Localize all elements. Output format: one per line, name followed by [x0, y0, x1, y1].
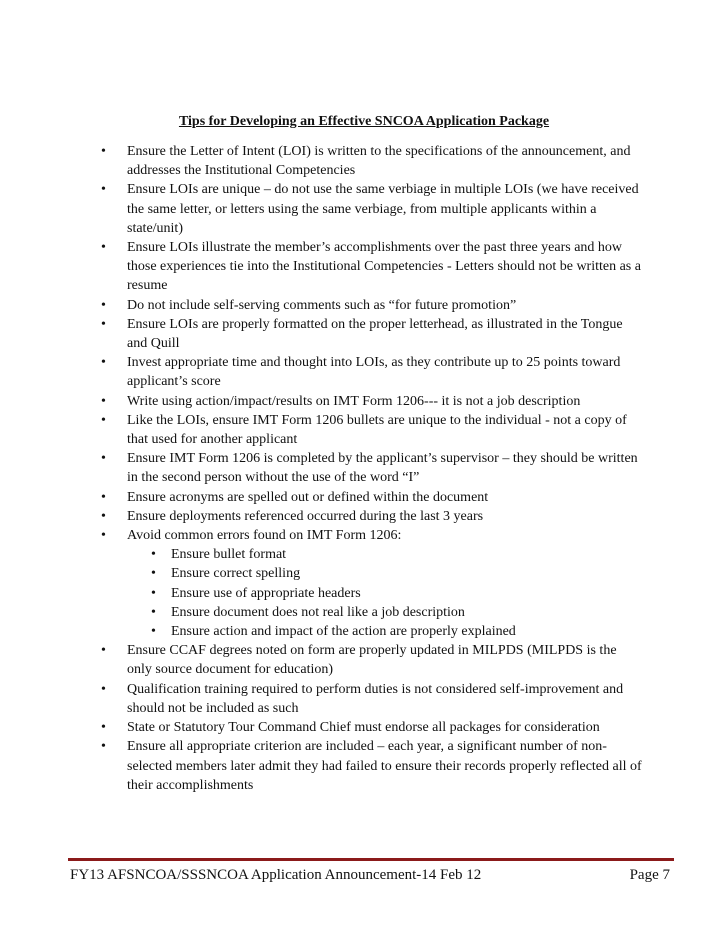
list-item: • Ensure deployments referenced occurred during the last 3 years: [0, 507, 728, 526]
list-item: • Ensure LOIs illustrate the member’s accomplishments over the past three years and how those experiences tie into the Institutional Competencies - Letters should not be written as a resume: [0, 238, 728, 296]
list-item: • Ensure CCAF degrees noted on form are properly updated in MILPDS (MILPDS is the only source document for education): [0, 641, 728, 679]
list-item: • Qualification training required to perform duties is not considered self-improvement and should not be included as such: [0, 680, 728, 718]
tips-list: [0, 142, 728, 795]
sub-list-item: • Ensure correct spelling: [0, 564, 644, 583]
list-item: • Ensure all appropriate criterion are included – each year, a significant number of non-selected members later admit they had failed to ensure their records properly reflected all of their accomplishments: [0, 737, 728, 795]
list-item: • Ensure LOIs are properly formatted on the proper letterhead, as illustrated in the Tongue and Quill: [0, 315, 728, 353]
page-number: Page 7: [629, 867, 670, 883]
footer-rule: [68, 858, 674, 861]
list-item: • State or Statutory Tour Command Chief must endorse all packages for consideration: [0, 718, 728, 737]
list-item: • Do not include self-serving comments such as “for future promotion”: [0, 296, 728, 315]
list-item: • Ensure IMT Form 1206 is completed by the applicant’s supervisor – they should be written in the second person without the use of the word “I”: [0, 449, 728, 487]
list-item: • Ensure LOIs are unique – do not use the same verbiage in multiple LOIs (we have received the same letter, or letters using the same verbiage, from multiple applicants within a state/unit): [0, 180, 728, 238]
list-item: • Ensure acronyms are spelled out or defined within the document: [0, 488, 728, 507]
sub-list-item: • Ensure use of appropriate headers: [0, 584, 644, 603]
list-item: • Invest appropriate time and thought into LOIs, as they contribute up to 25 points toward applicant’s score: [0, 353, 728, 391]
list-item-label: Avoid common errors found on IMT Form 1206:: [127, 528, 402, 544]
document-title: Tips for Developing an Effective SNCOA Application Package: [178, 114, 550, 129]
sub-list-item: • Ensure bullet format: [0, 545, 644, 564]
list-item: • Write using action/impact/results on IMT Form 1206--- it is not a job description: [0, 392, 728, 411]
list-item-common-errors: [0, 526, 728, 641]
footer-document-title: FY13 AFSNCOA/SSSNCOA Application Announcement-14 Feb 12: [70, 867, 482, 883]
sub-list-item: • Ensure action and impact of the action are properly explained: [0, 622, 644, 641]
sub-list-item: • Ensure document does not real like a job description: [0, 603, 644, 622]
list-item: • Ensure the Letter of Intent (LOI) is written to the specifications of the announcement, and addresses the Institutional Competencies: [0, 142, 728, 180]
common-errors-sublist: [127, 545, 644, 641]
list-item: • Like the LOIs, ensure IMT Form 1206 bullets are unique to the individual - not a copy of that used for another applicant: [0, 411, 728, 449]
